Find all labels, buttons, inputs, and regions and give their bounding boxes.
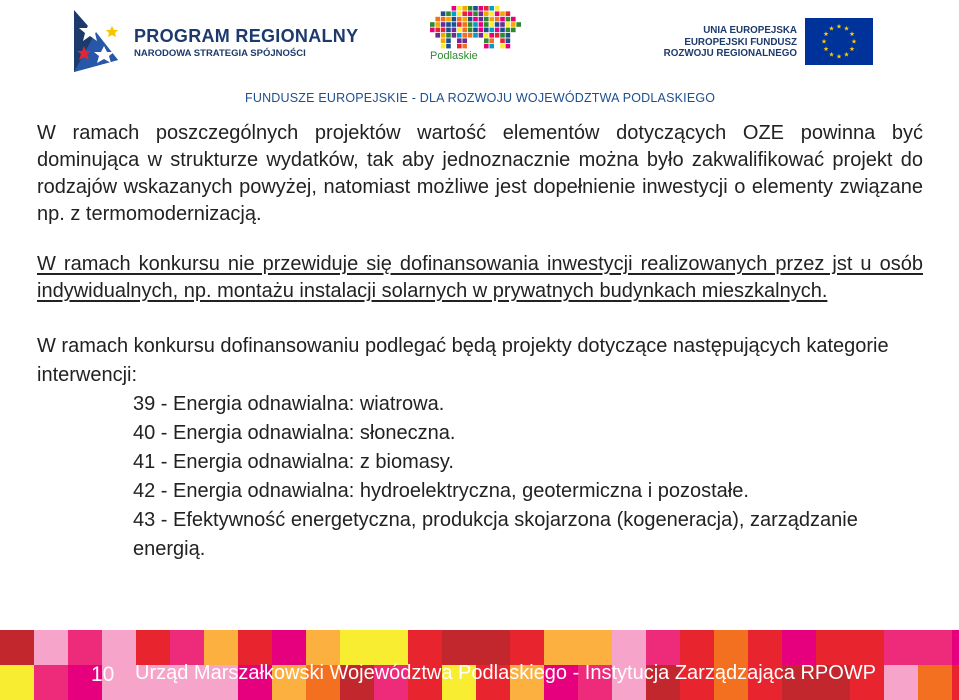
list-item: 39 - Energia odnawialna: wiatrowa. [133,393,445,415]
eu-fund-label [664,25,797,60]
list-item: 40 - Energia odnawialna: słoneczna. [133,422,456,444]
eu-line-3: ROZWOJU REGIONALNEGO [663,48,797,59]
page-header [0,0,959,112]
list-item: 43 - Efektywność energetyczna, produkcja skojarzona (kogeneracja), zarządzanie energią. [133,509,858,560]
eu-flag-icon [805,18,873,65]
paragraph-categories-intro: W ramach konkursu dofinansowaniu podlegać będą projekty dotyczące następujących kategorie interwencji: [37,335,889,386]
region-name: Podlaskie [430,50,478,62]
program-regionalny-logo-icon [68,2,124,74]
program-title: PROGRAM REGIONALNY [134,26,359,46]
paragraph-oze-expenses: W ramach poszczególnych projektów wartość elementów dotyczących OZE powinna być dominująca w strukturze wydatków, tak aby jednoznacznie można było zakwalifikować projekt do rodzajów wskazanych powyżej, natomiast możliwe jest dopełnienie inwestycji o elementy związane np. z termomodernizacją. [37,122,923,225]
paragraph-exclusion: W ramach konkursu nie przewiduje się dofinansowania inwestycji realizowanych przez jst u osób indywidualnych, np. montażu instalacji solarnych w prywatnych budynkach mieszkalnych. [37,253,923,302]
list-item: 42 - Energia odnawialna: hydroelektryczna, geotermiczna i pozostałe. [133,480,749,502]
page-footer [0,630,959,700]
list-item: 41 - Energia odnawialna: z biomasy. [133,451,454,473]
eu-line-1: UNIA EUROPEJSKA [703,25,797,36]
slide-content [37,120,923,564]
eu-line-2: EUROPEJSKI FUNDUSZ [684,36,797,48]
page-number: 10 [91,663,115,686]
footer-institution: Urząd Marszałkowski Województwa Podlaskiego - Instytucja Zarządzająca RPOWP [135,662,877,684]
program-subtitle: NARODOWA STRATEGIA SPÓJNOŚCI [134,48,306,59]
funds-slogan: FUNDUSZE EUROPEJSKIE - DLA ROZWOJU WOJEWÓDZTWA PODLASKIEGO [245,91,716,105]
intervention-categories-list [37,390,923,564]
